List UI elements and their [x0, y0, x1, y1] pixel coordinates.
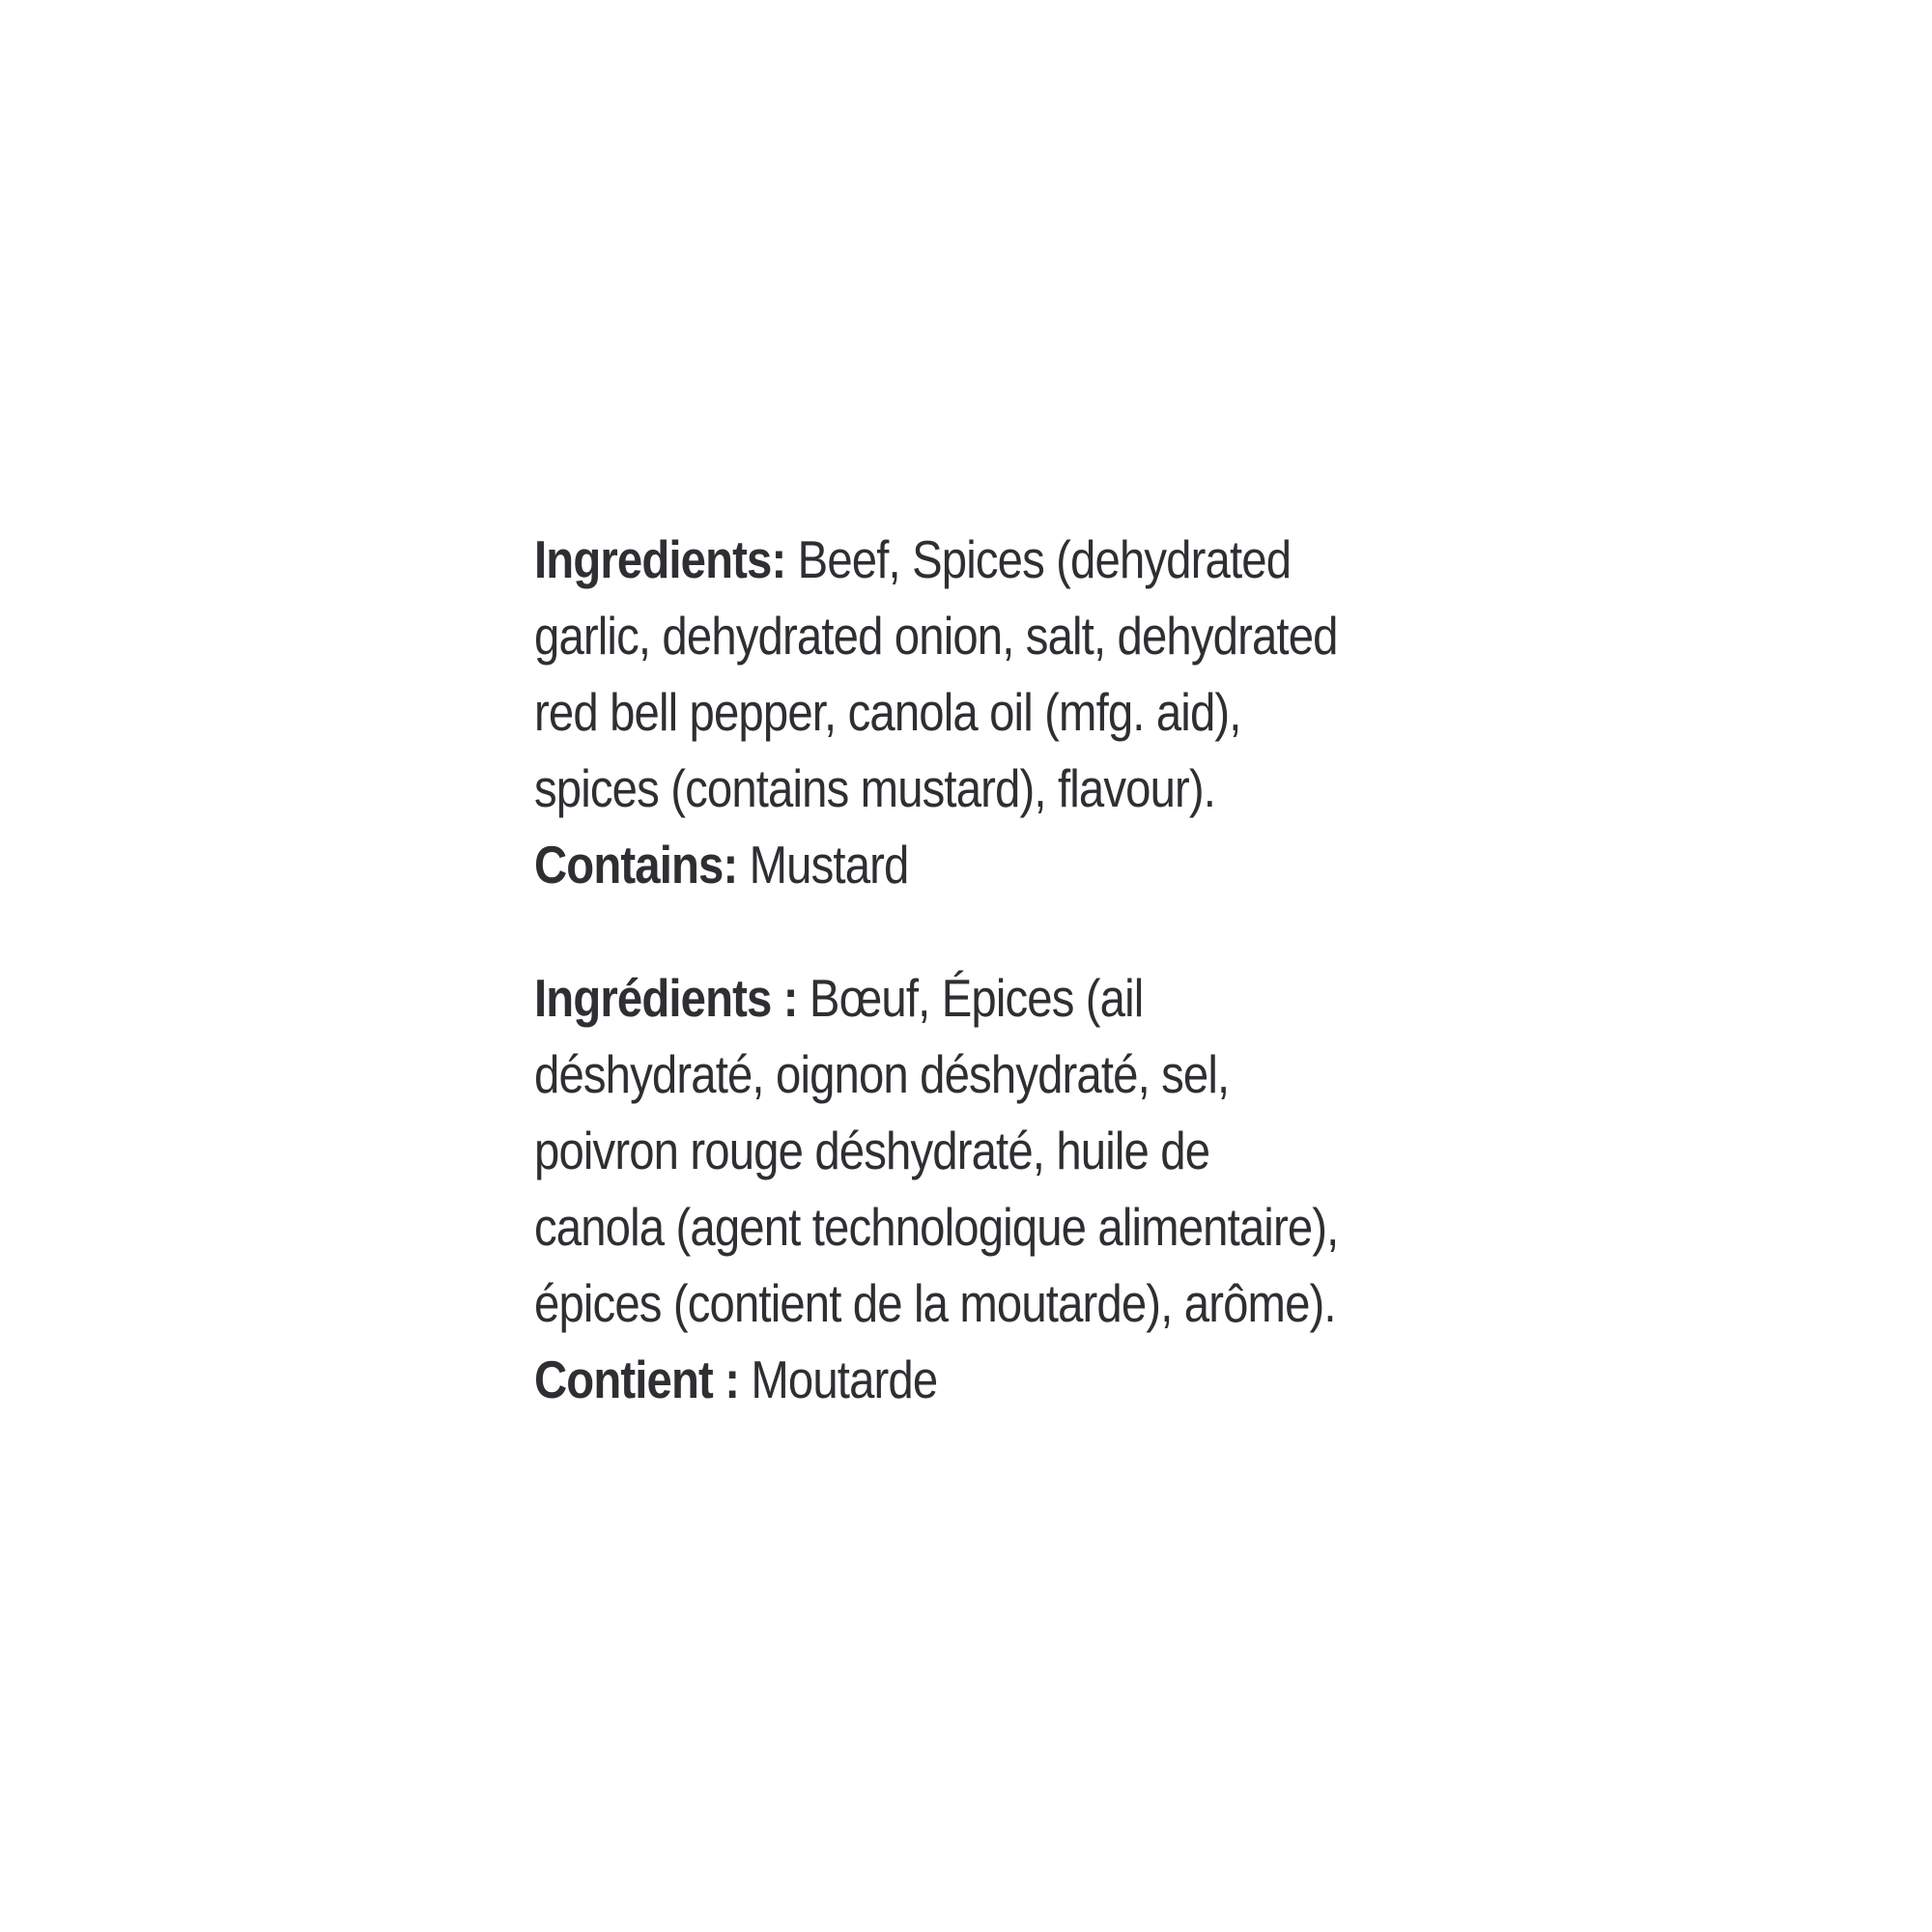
french-ingredients-text: Bœuf, Épices (ail [797, 968, 1144, 1028]
english-ingredients-line-3: red bell pepper, canola oil (mfg. aid), [534, 682, 1241, 742]
french-ingredients-line-2: déshydraté, oignon déshydraté, sel, [534, 1044, 1230, 1104]
french-ingredients-label: Ingrédients : [534, 968, 798, 1028]
french-contains-line [534, 1342, 1365, 1418]
french-ingredients-line-5: épices (contient de la moutarde), arôme). [534, 1273, 1336, 1333]
french-contains-value: Moutarde [739, 1350, 938, 1409]
english-ingredients-label: Ingredients: [534, 529, 786, 589]
english-contains-label: Contains: [534, 835, 738, 895]
english-contains-value: Mustard [737, 835, 909, 895]
french-ingredients-line-4: canola (agent technologique alimentaire), [534, 1197, 1339, 1257]
french-ingredients-line-3: poivron rouge déshydraté, huile de [534, 1121, 1210, 1180]
english-ingredients-line-1 [534, 522, 1365, 598]
french-ingredients-block [534, 960, 1500, 1418]
english-ingredients-block [534, 522, 1500, 903]
french-contains-label: Contient : [534, 1350, 740, 1409]
english-ingredients-line-2: garlic, dehydrated onion, salt, dehydrated [534, 606, 1338, 666]
english-contains-line [534, 827, 1365, 903]
english-ingredients-line-4: spices (contains mustard), flavour). [534, 758, 1216, 818]
french-ingredients-line-1 [534, 960, 1365, 1037]
english-ingredients-text: Beef, Spices (dehydrated [785, 529, 1292, 589]
